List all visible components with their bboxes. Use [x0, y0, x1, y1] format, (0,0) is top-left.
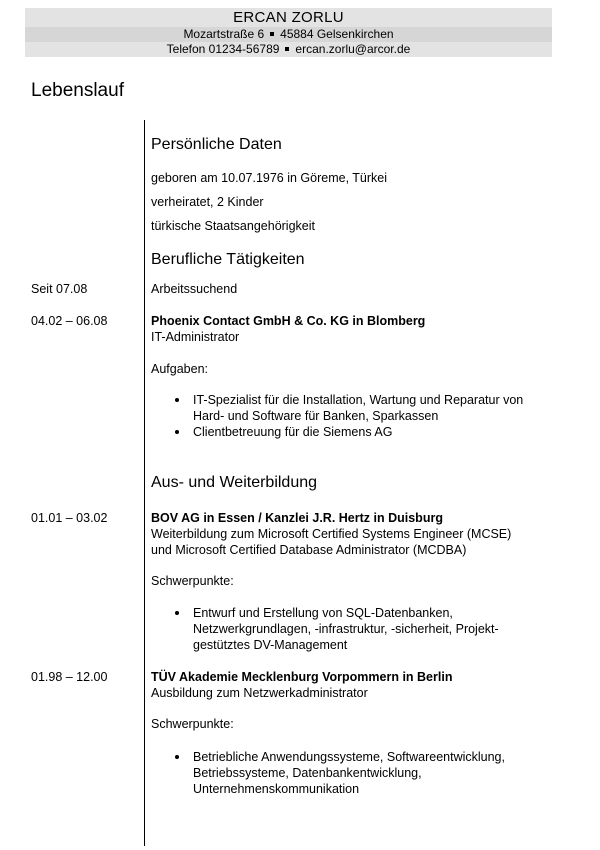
- list-item: Betriebliche Anwendungssysteme, Softwareentwicklung,: [151, 749, 505, 765]
- edu-desc-1: Ausbildung zum Netzwerkadministrator: [151, 686, 368, 700]
- section-title-personal: Persönliche Daten: [151, 136, 282, 153]
- edu-desc-0b: und Microsoft Certified Database Administrator (MCDBA): [151, 543, 467, 557]
- address-line: [25, 27, 552, 42]
- work-role-1: IT-Administrator: [151, 330, 240, 344]
- work-date-1: 04.02 – 06.08: [31, 314, 108, 328]
- edu-company-0: BOV AG in Essen / Kanzlei J.R. Hertz in Duisburg: [151, 511, 443, 525]
- section-title-education: Aus- und Weiterbildung: [151, 474, 318, 491]
- city: 45884 Gelsenkirchen: [280, 27, 394, 41]
- phone: Telefon 01234-56789: [166, 42, 280, 56]
- bullet-icon: [175, 611, 179, 615]
- edu-bullets-0: [151, 605, 499, 653]
- list-item-continuation: Netzwerkgrundlagen, -infrastruktur, -sicherheit, Projekt-: [193, 622, 499, 636]
- separator-bullet: [285, 47, 289, 51]
- list-item: Clientbetreuung für die Siemens AG: [151, 424, 523, 440]
- edu-sub-0: Schwerpunkte:: [151, 574, 234, 588]
- letterhead: [25, 8, 552, 57]
- bullet-icon: [175, 430, 179, 434]
- edu-date-0: 01.01 – 03.02: [31, 511, 108, 525]
- applicant-name: ERCAN ZORLU: [25, 8, 552, 27]
- edu-desc-0a: Weiterbildung zum Microsoft Certified Systems Engineer (MCSE): [151, 527, 512, 541]
- list-item: Entwurf und Erstellung von SQL-Datenbanken,: [151, 605, 499, 621]
- street: Mozartstraße 6: [183, 27, 265, 41]
- list-item-continuation: Unternehmenskommunikation: [193, 782, 360, 796]
- personal-family: verheiratet, 2 Kinder: [151, 195, 264, 209]
- section-title-work: Berufliche Tätigkeiten: [151, 251, 305, 268]
- document-title: Lebenslauf: [31, 80, 124, 101]
- work-date-0: Seit 07.08: [31, 282, 88, 296]
- separator-bullet: [270, 32, 274, 36]
- edu-sub-1: Schwerpunkte:: [151, 717, 234, 731]
- email[interactable]: ercan.zorlu@arcor.de: [295, 42, 411, 56]
- edu-company-1: TÜV Akademie Mecklenburg Vorpommern in Berlin: [151, 670, 453, 684]
- list-item: IT-Spezialist für die Installation, Wartung und Reparatur von: [151, 392, 523, 408]
- work-bullets-1: [151, 392, 523, 440]
- personal-birth: geboren am 10.07.1976 in Göreme, Türkei: [151, 171, 388, 185]
- edu-bullets-1: [151, 749, 505, 797]
- work-sub-1: Aufgaben:: [151, 362, 208, 376]
- bullet-icon: [175, 755, 179, 759]
- vertical-divider: [144, 120, 145, 846]
- work-company-1: Phoenix Contact GmbH & Co. KG in Blomberg: [151, 314, 426, 328]
- personal-nationality: türkische Staatsangehörigkeit: [151, 219, 315, 233]
- list-item-continuation: Betriebssysteme, Datenbankentwicklung,: [193, 766, 422, 780]
- work-text-0: Arbeitssuchend: [151, 282, 238, 296]
- edu-date-1: 01.98 – 12.00: [31, 670, 108, 684]
- bullet-icon: [175, 398, 179, 402]
- list-item-continuation: gestütztes DV-Management: [193, 638, 348, 652]
- contact-line: [25, 42, 552, 57]
- list-item-continuation: Hard- und Software für Banken, Sparkassen: [193, 409, 439, 423]
